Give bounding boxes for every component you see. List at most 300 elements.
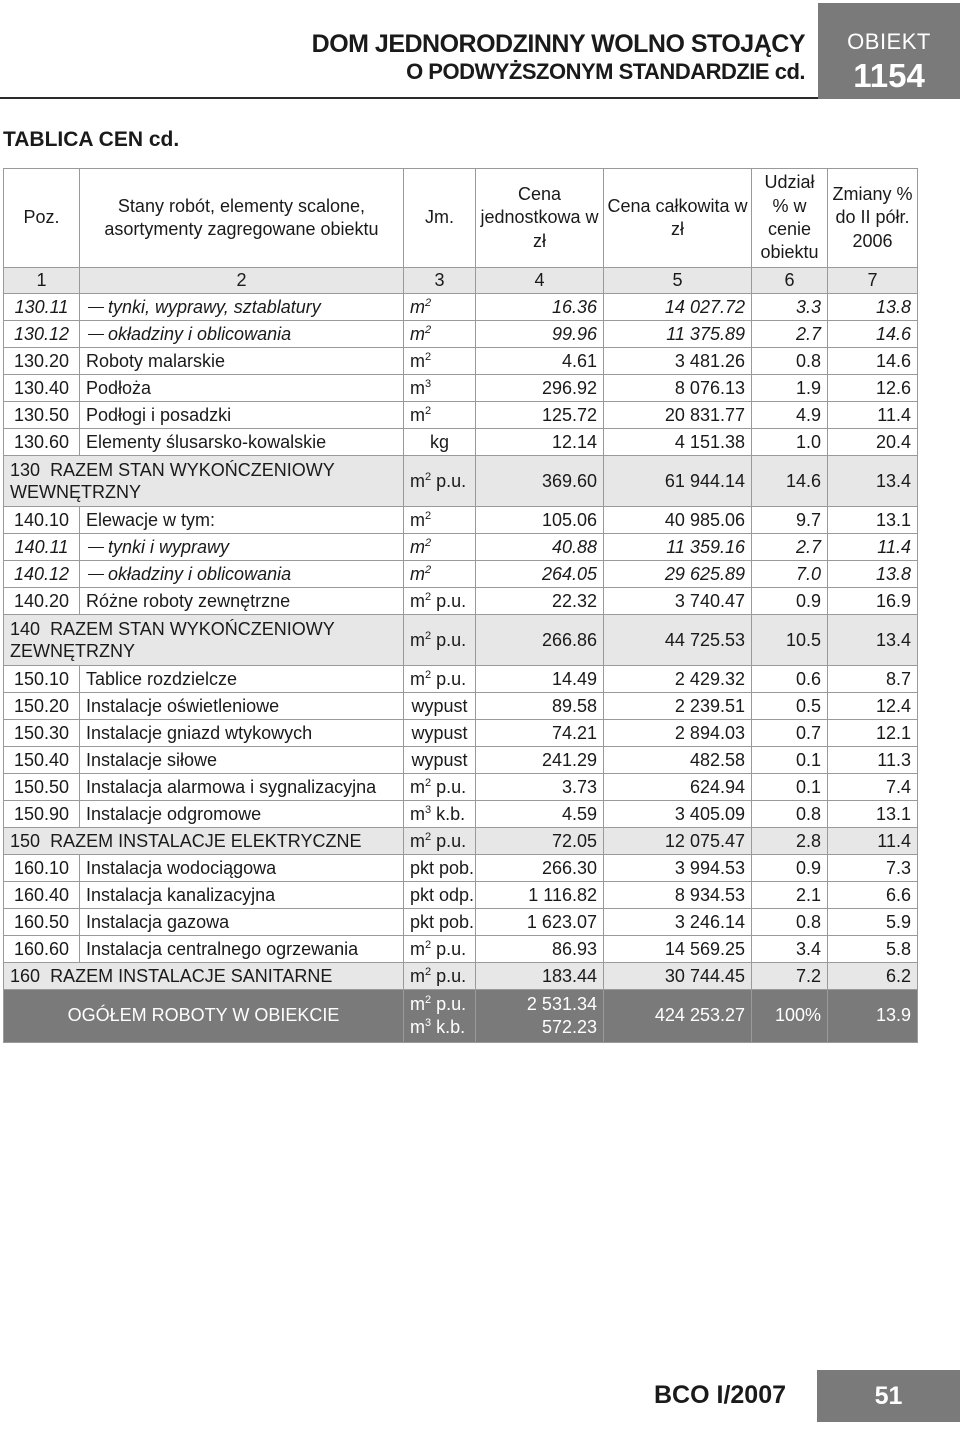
row-description-cell (80, 534, 404, 561)
table-row (4, 666, 918, 693)
row-share: 0.9 (752, 588, 828, 615)
unit-suffix: p.u. (431, 938, 467, 959)
row-description-cell (80, 936, 404, 963)
row-share: 2.7 (752, 534, 828, 561)
grand-total-label: OGÓŁEM ROBOTY W OBIEKCIE (4, 990, 404, 1043)
row-description-cell (80, 774, 404, 801)
row-total-price: 3 246.14 (604, 909, 752, 936)
row-description-cell (80, 747, 404, 774)
row-share: 0.1 (752, 774, 828, 801)
unit-base: m (410, 509, 425, 530)
row-unit (404, 801, 476, 828)
unit-base: wypust (411, 749, 468, 770)
row-total-price: 2 429.32 (604, 666, 752, 693)
table-row (4, 294, 918, 321)
row-position: 150.20 (4, 693, 80, 720)
row-description: Instalacja alarmowa i sygnalizacyjna (86, 776, 377, 797)
row-total-price: 8 934.53 (604, 882, 752, 909)
unit-base: m (410, 536, 425, 557)
row-position: 130.40 (4, 375, 80, 402)
row-position: 130.11 (4, 294, 80, 321)
unit-base: m (410, 590, 425, 611)
row-change: 11.4 (828, 828, 918, 855)
row-share: 0.7 (752, 720, 828, 747)
row-description-cell (80, 507, 404, 534)
row-change: 11.3 (828, 747, 918, 774)
row-unit-price: 74.21 (476, 720, 604, 747)
dash-mark (88, 574, 104, 575)
section-title: TABLICA CEN cd. (3, 128, 180, 151)
spacer (40, 619, 50, 639)
row-share: 1.0 (752, 429, 828, 456)
table-row (4, 534, 918, 561)
row-unit (404, 348, 476, 375)
row-total-price: 20 831.77 (604, 402, 752, 429)
row-change: 6.6 (828, 882, 918, 909)
row-unit-price: 4.61 (476, 348, 604, 375)
unit-exponent: 2 (425, 509, 432, 522)
row-total-price: 12 075.47 (604, 828, 752, 855)
row-change: 12.6 (828, 375, 918, 402)
row-position: 130.20 (4, 348, 80, 375)
row-unit-price: 40.88 (476, 534, 604, 561)
table-row (4, 321, 918, 348)
row-change: 20.4 (828, 429, 918, 456)
unit-base: m (410, 776, 425, 797)
row-unit (404, 402, 476, 429)
unit-exponent: 2 (425, 323, 432, 336)
row-unit (404, 909, 476, 936)
row-unit-price: 125.72 (476, 402, 604, 429)
total-row (4, 963, 918, 990)
object-number: 1154 (853, 57, 925, 94)
table-row (4, 855, 918, 882)
table-row (4, 348, 918, 375)
row-total-price: 61 944.14 (604, 456, 752, 507)
row-change: 14.6 (828, 321, 918, 348)
row-total-price: 14 569.25 (604, 936, 752, 963)
row-share: 2.7 (752, 321, 828, 348)
unit-exponent: 3 (425, 1017, 432, 1029)
table-row (4, 507, 918, 534)
row-change: 5.9 (828, 909, 918, 936)
row-position: 150.30 (4, 720, 80, 747)
unit-base: m (410, 563, 425, 584)
unit-base: m (410, 629, 425, 650)
row-position: 130 (10, 459, 41, 480)
grand-total-unit-2 (410, 1016, 469, 1039)
grand-total-price-2: 572.23 (541, 1017, 597, 1037)
row-share: 3.3 (752, 294, 828, 321)
unit-base: wypust (411, 722, 468, 743)
unit-base: wypust (411, 695, 468, 716)
row-description-cell (80, 855, 404, 882)
unit-base: m (410, 830, 425, 851)
unit-exponent: 2 (425, 938, 432, 951)
row-description: Instalacja wodociągowa (86, 857, 277, 878)
row-unit-price: 264.05 (476, 561, 604, 588)
column-number: 3 (404, 268, 476, 294)
unit-exponent: 2 (425, 965, 432, 978)
row-position: 140 (10, 618, 41, 639)
row-change: 7.4 (828, 774, 918, 801)
row-share: 9.7 (752, 507, 828, 534)
total-label (4, 615, 404, 666)
row-share: 0.6 (752, 666, 828, 693)
header-divider (0, 97, 818, 99)
row-change: 12.1 (828, 720, 918, 747)
table-row (4, 693, 918, 720)
row-unit (404, 882, 476, 909)
row-total-price: 11 359.16 (604, 534, 752, 561)
row-total-price: 30 744.45 (604, 963, 752, 990)
unit-exponent: 2 (425, 629, 432, 642)
table-row (4, 720, 918, 747)
grand-total-share: 100% (752, 990, 828, 1043)
page-number: 51 (817, 1370, 960, 1422)
row-share: 2.1 (752, 882, 828, 909)
row-change: 13.8 (828, 561, 918, 588)
publication-label: BCO I/2007 (654, 1381, 787, 1409)
row-description: RAZEM STAN WYKOŃCZENIOWY WEWNĘTRZNY (10, 459, 335, 502)
header-change: Zmiany % do II półr. 2006 (828, 169, 918, 268)
row-change: 11.4 (828, 402, 918, 429)
row-description: Instalacje oświetleniowe (86, 695, 280, 716)
row-unit (404, 321, 476, 348)
unit-base: m (410, 377, 425, 398)
row-unit (404, 693, 476, 720)
grand-total-unit-1 (410, 993, 469, 1016)
unit-base: pkt pob. (410, 857, 475, 878)
row-change: 11.4 (828, 534, 918, 561)
row-description: Instalacje gniazd wtykowych (86, 722, 313, 743)
unit-base: kg (429, 431, 449, 452)
row-unit-price: 4.59 (476, 801, 604, 828)
row-unit (404, 456, 476, 507)
row-unit-price: 12.14 (476, 429, 604, 456)
row-description-cell (80, 720, 404, 747)
dash-mark (88, 334, 104, 335)
row-position: 130.50 (4, 402, 80, 429)
row-total-price: 2 894.03 (604, 720, 752, 747)
header-poz: Poz. (4, 169, 80, 268)
row-description: Roboty malarskie (86, 350, 226, 371)
unit-exponent: 2 (425, 563, 432, 576)
row-share: 3.4 (752, 936, 828, 963)
grand-total-price-1: 2 531.34 (526, 993, 597, 1014)
row-total-price: 44 725.53 (604, 615, 752, 666)
unit-base: m (410, 323, 425, 344)
table-row (4, 909, 918, 936)
row-description-cell (80, 693, 404, 720)
total-label (4, 456, 404, 507)
table-row (4, 561, 918, 588)
total-label (4, 828, 404, 855)
row-share: 1.9 (752, 375, 828, 402)
row-description: Elewacje w tym: (86, 509, 216, 530)
row-unit-price: 3.73 (476, 774, 604, 801)
unit-exponent: 2 (425, 830, 432, 843)
column-number-row (4, 268, 918, 294)
row-unit-price: 266.86 (476, 615, 604, 666)
total-row (4, 456, 918, 507)
row-unit-price: 72.05 (476, 828, 604, 855)
row-unit-price: 105.06 (476, 507, 604, 534)
header-row (4, 169, 918, 268)
spacer (40, 831, 50, 851)
spacer (40, 966, 50, 986)
grand-total-row (4, 990, 918, 1043)
row-total-price: 3 994.53 (604, 855, 752, 882)
row-position: 160.60 (4, 936, 80, 963)
row-share: 7.2 (752, 963, 828, 990)
row-total-price: 4 151.38 (604, 429, 752, 456)
row-description: Elementy ślusarsko-kowalskie (86, 431, 327, 452)
row-description: Różne roboty zewnętrzne (86, 590, 291, 611)
unit-suffix: k.b. (431, 803, 466, 824)
unit-exponent: 3 (425, 377, 432, 390)
row-share: 7.0 (752, 561, 828, 588)
row-description-cell (80, 429, 404, 456)
row-unit-price: 89.58 (476, 693, 604, 720)
row-position: 140.10 (4, 507, 80, 534)
row-description: Podłogi i posadzki (86, 404, 232, 425)
row-position: 160.40 (4, 882, 80, 909)
total-label (4, 963, 404, 990)
row-description: RAZEM INSTALACJE ELEKTRYCZNE (50, 830, 362, 851)
row-unit (404, 429, 476, 456)
row-unit (404, 720, 476, 747)
row-change: 13.1 (828, 801, 918, 828)
row-total-price: 8 076.13 (604, 375, 752, 402)
row-unit-price: 183.44 (476, 963, 604, 990)
object-badge (818, 3, 960, 99)
row-position: 160 (10, 965, 41, 986)
row-total-price: 482.58 (604, 747, 752, 774)
row-position: 160.50 (4, 909, 80, 936)
row-description-cell (80, 375, 404, 402)
row-unit-price: 1 623.07 (476, 909, 604, 936)
unit-exponent: 2 (425, 776, 432, 789)
row-description: RAZEM INSTALACJE SANITARNE (50, 965, 333, 986)
grand-total-units (404, 990, 476, 1043)
row-share: 2.8 (752, 828, 828, 855)
unit-exponent: 2 (425, 470, 432, 483)
row-position: 150 (10, 830, 41, 851)
row-unit (404, 294, 476, 321)
grand-total-prices (476, 990, 604, 1043)
row-change: 5.8 (828, 936, 918, 963)
row-unit-price: 16.36 (476, 294, 604, 321)
row-description-cell (80, 294, 404, 321)
row-change: 16.9 (828, 588, 918, 615)
row-unit (404, 666, 476, 693)
row-description: Instalacje siłowe (86, 749, 218, 770)
unit-suffix: p.u. (431, 830, 467, 851)
row-total-price: 14 027.72 (604, 294, 752, 321)
dash-mark (88, 547, 104, 548)
row-description-cell (80, 561, 404, 588)
unit-base: m (410, 296, 425, 317)
unit-base: m (410, 470, 425, 491)
row-unit-price: 266.30 (476, 855, 604, 882)
row-unit (404, 828, 476, 855)
row-share: 0.8 (752, 909, 828, 936)
header-unit-price: Cena jednostkowa w zł (476, 169, 604, 268)
unit-base: m (410, 993, 425, 1014)
row-unit-price: 241.29 (476, 747, 604, 774)
row-unit (404, 936, 476, 963)
row-unit (404, 747, 476, 774)
row-total-price: 3 405.09 (604, 801, 752, 828)
row-share: 10.5 (752, 615, 828, 666)
row-description-cell (80, 801, 404, 828)
unit-base: pkt pob. (410, 911, 475, 932)
row-change: 13.4 (828, 456, 918, 507)
row-total-price: 11 375.89 (604, 321, 752, 348)
row-description: okładziny i oblicowania (108, 563, 292, 584)
spacer (40, 460, 50, 480)
row-unit (404, 375, 476, 402)
row-unit-price: 86.93 (476, 936, 604, 963)
row-position: 140.11 (4, 534, 80, 561)
row-unit-price: 14.49 (476, 666, 604, 693)
row-change: 12.4 (828, 693, 918, 720)
row-position: 150.90 (4, 801, 80, 828)
row-change: 13.4 (828, 615, 918, 666)
row-description: Podłoża (86, 377, 152, 398)
row-share: 0.8 (752, 348, 828, 375)
row-description-cell (80, 588, 404, 615)
table-body (4, 294, 918, 990)
column-number: 6 (752, 268, 828, 294)
row-unit-price: 1 116.82 (476, 882, 604, 909)
row-change: 14.6 (828, 348, 918, 375)
column-number: 4 (476, 268, 604, 294)
unit-base: m (410, 404, 425, 425)
total-row (4, 828, 918, 855)
row-share: 0.1 (752, 747, 828, 774)
unit-suffix: p.u. (431, 590, 467, 611)
row-total-price: 29 625.89 (604, 561, 752, 588)
row-unit (404, 561, 476, 588)
row-share: 0.9 (752, 855, 828, 882)
row-description-cell (80, 882, 404, 909)
table-row (4, 747, 918, 774)
header-share: Udział % w cenie obiektu (752, 169, 828, 268)
unit-exponent: 2 (425, 296, 432, 309)
row-description-cell (80, 321, 404, 348)
header-description: Stany robót, elementy scalone, asortymenty zagregowane obiektu (80, 169, 404, 268)
table-row (4, 882, 918, 909)
header-total-price: Cena całkowita w zł (604, 169, 752, 268)
unit-suffix: p.u. (431, 776, 467, 797)
unit-suffix: k.b. (431, 1017, 466, 1037)
unit-base: m (410, 938, 425, 959)
row-share: 14.6 (752, 456, 828, 507)
unit-base: m (410, 1017, 425, 1037)
row-position: 130.60 (4, 429, 80, 456)
row-position: 160.10 (4, 855, 80, 882)
row-change: 6.2 (828, 963, 918, 990)
row-position: 140.12 (4, 561, 80, 588)
object-label: OBIEKT (847, 29, 931, 54)
unit-suffix: p.u. (431, 629, 467, 650)
total-row (4, 615, 918, 666)
row-position: 150.40 (4, 747, 80, 774)
column-number: 5 (604, 268, 752, 294)
unit-exponent: 2 (425, 668, 432, 681)
dash-mark (88, 307, 104, 308)
table-row (4, 801, 918, 828)
row-share: 4.9 (752, 402, 828, 429)
row-description-cell (80, 909, 404, 936)
unit-base: m (410, 803, 425, 824)
unit-suffix: p.u. (431, 470, 467, 491)
table-row (4, 936, 918, 963)
price-table (3, 168, 918, 1043)
grand-total-change: 13.9 (828, 990, 918, 1043)
row-change: 7.3 (828, 855, 918, 882)
row-description: Tablice rozdzielcze (86, 668, 238, 689)
title-line-2: O PODWYŻSZONYM STANDARDZIE cd. (406, 58, 805, 84)
row-unit-price: 22.32 (476, 588, 604, 615)
unit-suffix: p.u. (431, 993, 467, 1014)
unit-suffix: p.u. (431, 965, 467, 986)
row-description: okładziny i oblicowania (108, 323, 292, 344)
row-unit (404, 963, 476, 990)
column-number: 2 (80, 268, 404, 294)
header-unit: Jm. (404, 169, 476, 268)
column-number: 1 (4, 268, 80, 294)
row-change: 13.8 (828, 294, 918, 321)
row-total-price: 3 481.26 (604, 348, 752, 375)
row-description: Instalacja kanalizacyjna (86, 884, 276, 905)
row-change: 13.1 (828, 507, 918, 534)
row-description: tynki i wyprawy (108, 536, 230, 557)
row-position: 150.50 (4, 774, 80, 801)
table-row (4, 375, 918, 402)
row-position: 150.10 (4, 666, 80, 693)
row-unit (404, 615, 476, 666)
unit-exponent: 2 (425, 590, 432, 603)
row-position: 130.12 (4, 321, 80, 348)
row-total-price: 2 239.51 (604, 693, 752, 720)
title-line-1: DOM JEDNORODZINNY WOLNO STOJĄCY (311, 30, 805, 58)
grand-total-value: 424 253.27 (604, 990, 752, 1043)
row-unit-price: 369.60 (476, 456, 604, 507)
row-description-cell (80, 348, 404, 375)
table-row (4, 402, 918, 429)
unit-base: m (410, 965, 425, 986)
document-title (300, 30, 805, 84)
row-change: 8.7 (828, 666, 918, 693)
row-unit-price: 296.92 (476, 375, 604, 402)
row-unit-price: 99.96 (476, 321, 604, 348)
row-description-cell (80, 666, 404, 693)
row-share: 0.5 (752, 693, 828, 720)
row-unit (404, 507, 476, 534)
unit-exponent: 2 (425, 350, 432, 363)
table-row (4, 588, 918, 615)
unit-exponent: 2 (425, 404, 432, 417)
row-unit (404, 774, 476, 801)
unit-base: m (410, 350, 425, 371)
row-unit (404, 588, 476, 615)
row-share: 0.8 (752, 801, 828, 828)
row-description: Instalacja gazowa (86, 911, 230, 932)
unit-exponent: 2 (425, 536, 432, 549)
